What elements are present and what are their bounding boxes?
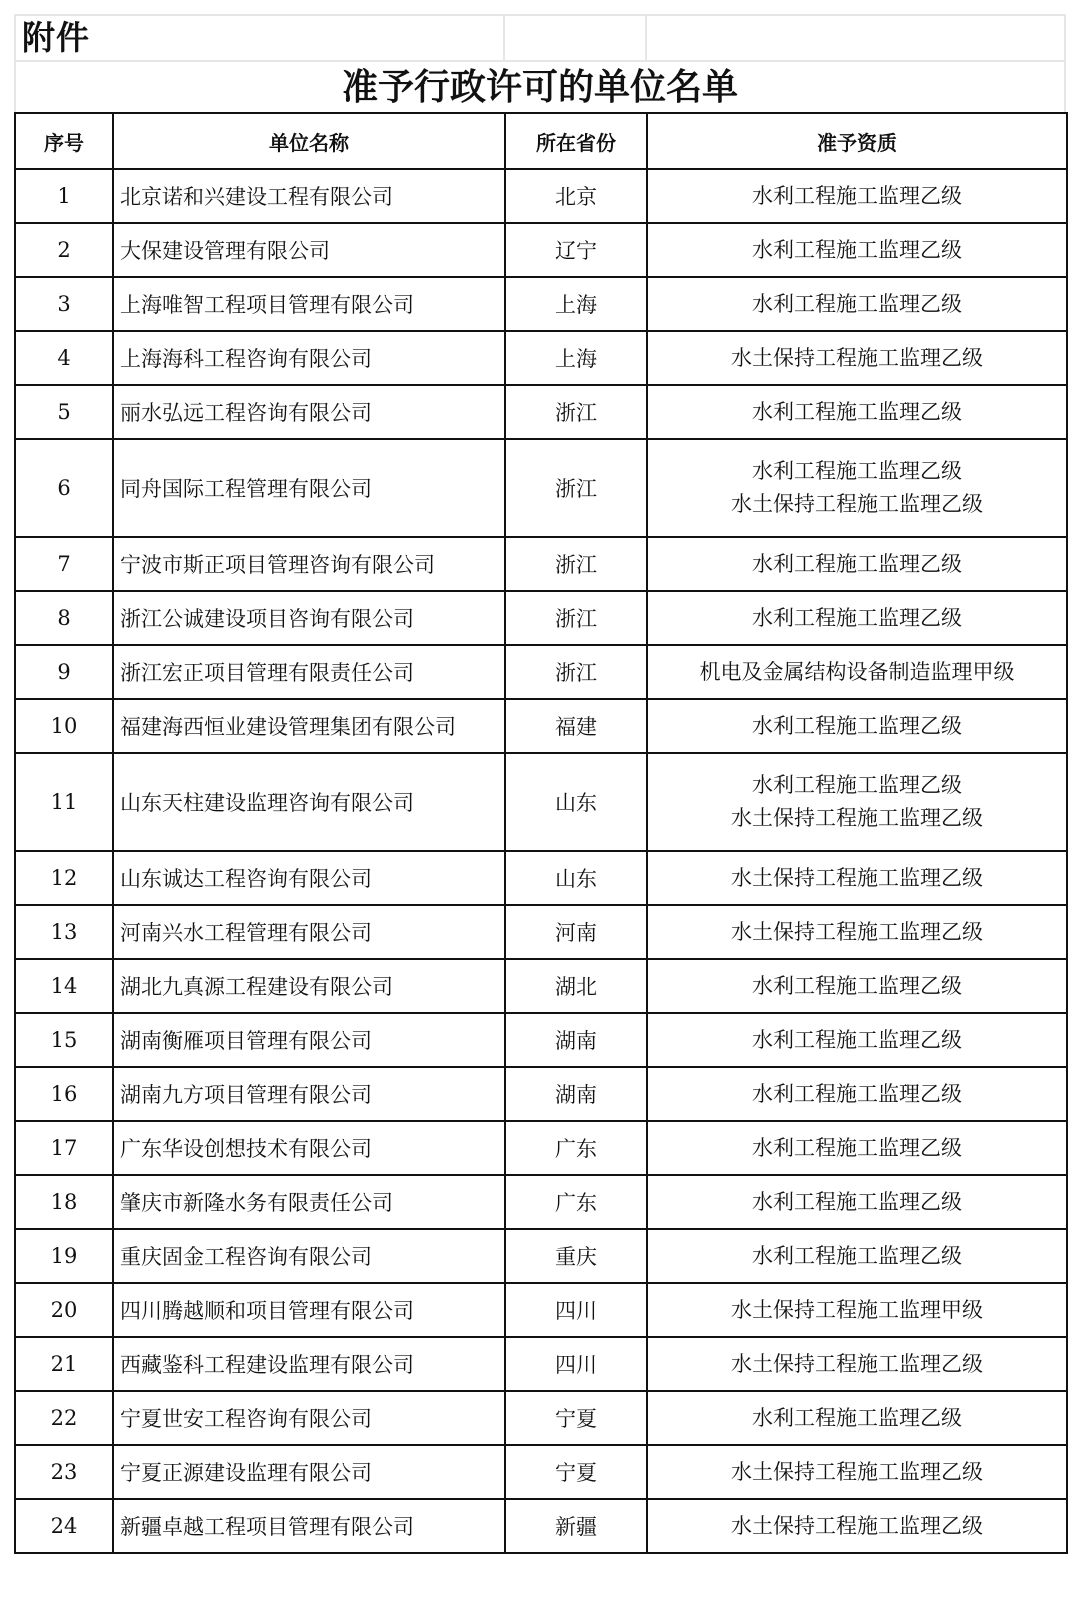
table-row [15, 753, 1067, 851]
column-header-qualification: 准予资质 [647, 113, 1067, 169]
cell-company-name: 湖南九方项目管理有限公司 [113, 1067, 505, 1121]
qualification-line: 水土保持工程施工监理甲级 [731, 1297, 983, 1322]
qualification-line: 水利工程施工监理乙级 [752, 1081, 962, 1106]
cell-index: 5 [15, 385, 113, 439]
cell-province: 山东 [505, 851, 647, 905]
cell-qualification [647, 1175, 1067, 1229]
cell-qualification [647, 439, 1067, 537]
qualification-line: 机电及金属结构设备制造监理甲级 [699, 659, 1015, 684]
cell-province: 湖北 [505, 959, 647, 1013]
qualification-line: 水土保持工程施工监理乙级 [731, 1351, 983, 1376]
cell-province: 辽宁 [505, 223, 647, 277]
cell-company-name: 西藏鉴科工程建设监理有限公司 [113, 1337, 505, 1391]
qualification-line: 水土保持工程施工监理乙级 [731, 865, 983, 890]
table-row [15, 439, 1067, 537]
gridline [14, 60, 1066, 62]
cell-index: 18 [15, 1175, 113, 1229]
cell-province: 上海 [505, 331, 647, 385]
qualification-line: 水土保持工程施工监理乙级 [731, 1513, 983, 1538]
cell-qualification [647, 851, 1067, 905]
cell-qualification [647, 1337, 1067, 1391]
cell-company-name: 上海唯智工程项目管理有限公司 [113, 277, 505, 331]
qualification-line: 水利工程施工监理乙级 [752, 399, 962, 424]
cell-index: 6 [15, 439, 113, 537]
cell-index: 13 [15, 905, 113, 959]
cell-index: 1 [15, 169, 113, 223]
table-row [15, 851, 1067, 905]
cell-company-name: 新疆卓越工程项目管理有限公司 [113, 1499, 505, 1553]
cell-province: 浙江 [505, 537, 647, 591]
table-row [15, 699, 1067, 753]
table-row [15, 1121, 1067, 1175]
cell-company-name: 浙江公诚建设项目咨询有限公司 [113, 591, 505, 645]
cell-qualification [647, 753, 1067, 851]
cell-index: 8 [15, 591, 113, 645]
qualification-line: 水利工程施工监理乙级 [752, 291, 962, 316]
cell-index: 22 [15, 1391, 113, 1445]
cell-index: 2 [15, 223, 113, 277]
cell-province: 浙江 [505, 645, 647, 699]
qualification-line: 水利工程施工监理乙级 [752, 773, 962, 797]
cell-qualification [647, 1013, 1067, 1067]
cell-qualification [647, 1499, 1067, 1553]
cell-company-name: 湖北九真源工程建设有限公司 [113, 959, 505, 1013]
table-row [15, 537, 1067, 591]
table-row [15, 277, 1067, 331]
table-row [15, 959, 1067, 1013]
cell-index: 20 [15, 1283, 113, 1337]
cell-qualification [647, 169, 1067, 223]
cell-index: 7 [15, 537, 113, 591]
cell-province: 河南 [505, 905, 647, 959]
cell-qualification [647, 1121, 1067, 1175]
cell-company-name: 上海海科工程咨询有限公司 [113, 331, 505, 385]
cell-province: 宁夏 [505, 1391, 647, 1445]
qualification-line: 水土保持工程施工监理乙级 [731, 919, 983, 944]
table-row [15, 591, 1067, 645]
cell-qualification [647, 1283, 1067, 1337]
cell-qualification [647, 905, 1067, 959]
cell-province: 上海 [505, 277, 647, 331]
cell-province: 广东 [505, 1121, 647, 1175]
cell-company-name: 湖南衡雁项目管理有限公司 [113, 1013, 505, 1067]
gridline [14, 14, 1066, 16]
gridline [503, 14, 505, 61]
cell-company-name: 浙江宏正项目管理有限责任公司 [113, 645, 505, 699]
cell-province: 四川 [505, 1337, 647, 1391]
qualification-line: 水土保持工程施工监理乙级 [731, 345, 983, 370]
cell-index: 14 [15, 959, 113, 1013]
gridline [645, 14, 647, 61]
cell-province: 四川 [505, 1283, 647, 1337]
qualification-line: 水土保持工程施工监理乙级 [731, 1459, 983, 1484]
column-header-index: 序号 [15, 113, 113, 169]
table-row [15, 1499, 1067, 1553]
qualification-line: 水利工程施工监理乙级 [752, 1027, 962, 1052]
cell-company-name: 山东诚达工程咨询有限公司 [113, 851, 505, 905]
cell-company-name: 山东天柱建设监理咨询有限公司 [113, 753, 505, 851]
column-header-province: 所在省份 [505, 113, 647, 169]
cell-province: 重庆 [505, 1229, 647, 1283]
table-body [15, 169, 1067, 1553]
table-row [15, 1391, 1067, 1445]
cell-index: 17 [15, 1121, 113, 1175]
cell-company-name: 福建海西恒业建设管理集团有限公司 [113, 699, 505, 753]
cell-qualification [647, 1391, 1067, 1445]
table-row [15, 223, 1067, 277]
table-row [15, 1175, 1067, 1229]
cell-qualification [647, 277, 1067, 331]
qualification-line: 水利工程施工监理乙级 [752, 237, 962, 262]
qualification-line: 水利工程施工监理乙级 [752, 605, 962, 630]
table-row [15, 1283, 1067, 1337]
cell-qualification [647, 1445, 1067, 1499]
cell-company-name: 宁夏世安工程咨询有限公司 [113, 1391, 505, 1445]
table-header-row [15, 113, 1067, 169]
qualification-line: 水利工程施工监理乙级 [752, 713, 962, 738]
cell-province: 宁夏 [505, 1445, 647, 1499]
cell-company-name: 广东华设创想技术有限公司 [113, 1121, 505, 1175]
cell-index: 19 [15, 1229, 113, 1283]
table-row [15, 385, 1067, 439]
table-row [15, 331, 1067, 385]
cell-index: 24 [15, 1499, 113, 1553]
qualification-line: 水利工程施工监理乙级 [752, 1405, 962, 1430]
column-header-name: 单位名称 [113, 113, 505, 169]
cell-province: 湖南 [505, 1013, 647, 1067]
cell-company-name: 北京诺和兴建设工程有限公司 [113, 169, 505, 223]
qualification-line: 水土保持工程施工监理乙级 [731, 806, 983, 830]
table-row [15, 1229, 1067, 1283]
attachment-label: 附件 [22, 18, 90, 57]
cell-qualification [647, 223, 1067, 277]
sheet-header-area [14, 14, 1066, 112]
qualification-line: 水利工程施工监理乙级 [752, 183, 962, 208]
cell-qualification [647, 959, 1067, 1013]
cell-qualification [647, 699, 1067, 753]
cell-company-name: 大保建设管理有限公司 [113, 223, 505, 277]
cell-company-name: 河南兴水工程管理有限公司 [113, 905, 505, 959]
table-row [15, 645, 1067, 699]
cell-qualification [647, 1067, 1067, 1121]
table-row [15, 905, 1067, 959]
table-row [15, 169, 1067, 223]
cell-province: 新疆 [505, 1499, 647, 1553]
table-row [15, 1067, 1067, 1121]
cell-qualification [647, 645, 1067, 699]
cell-qualification [647, 385, 1067, 439]
cell-qualification [647, 537, 1067, 591]
table-row [15, 1013, 1067, 1067]
page-title: 准予行政许可的单位名单 [341, 66, 738, 108]
qualification-line: 水利工程施工监理乙级 [752, 973, 962, 998]
cell-qualification [647, 1229, 1067, 1283]
cell-province: 福建 [505, 699, 647, 753]
cell-province: 浙江 [505, 439, 647, 537]
cell-province: 山东 [505, 753, 647, 851]
cell-company-name: 宁夏正源建设监理有限公司 [113, 1445, 505, 1499]
cell-index: 21 [15, 1337, 113, 1391]
qualification-line: 水利工程施工监理乙级 [752, 1135, 962, 1160]
qualification-line: 水利工程施工监理乙级 [752, 1189, 962, 1214]
cell-index: 23 [15, 1445, 113, 1499]
cell-province: 浙江 [505, 385, 647, 439]
cell-company-name: 重庆固金工程咨询有限公司 [113, 1229, 505, 1283]
cell-index: 12 [15, 851, 113, 905]
table-row [15, 1445, 1067, 1499]
cell-province: 浙江 [505, 591, 647, 645]
qualification-line: 水土保持工程施工监理乙级 [731, 492, 983, 516]
cell-index: 9 [15, 645, 113, 699]
cell-index: 11 [15, 753, 113, 851]
spreadsheet-document [14, 14, 1066, 1554]
cell-qualification [647, 591, 1067, 645]
qualification-line: 水利工程施工监理乙级 [752, 551, 962, 576]
cell-index: 4 [15, 331, 113, 385]
cell-company-name: 同舟国际工程管理有限公司 [113, 439, 505, 537]
cell-index: 16 [15, 1067, 113, 1121]
cell-province: 北京 [505, 169, 647, 223]
cell-company-name: 宁波市斯正项目管理咨询有限公司 [113, 537, 505, 591]
cell-index: 15 [15, 1013, 113, 1067]
cell-province: 湖南 [505, 1067, 647, 1121]
cell-index: 10 [15, 699, 113, 753]
qualification-line: 水利工程施工监理乙级 [752, 1243, 962, 1268]
cell-company-name: 四川腾越顺和项目管理有限公司 [113, 1283, 505, 1337]
cell-province: 广东 [505, 1175, 647, 1229]
cell-company-name: 肇庆市新隆水务有限责任公司 [113, 1175, 505, 1229]
cell-qualification [647, 331, 1067, 385]
table-row [15, 1337, 1067, 1391]
qualification-line: 水利工程施工监理乙级 [752, 459, 962, 483]
cell-company-name: 丽水弘远工程咨询有限公司 [113, 385, 505, 439]
permit-table [14, 112, 1068, 1554]
cell-index: 3 [15, 277, 113, 331]
